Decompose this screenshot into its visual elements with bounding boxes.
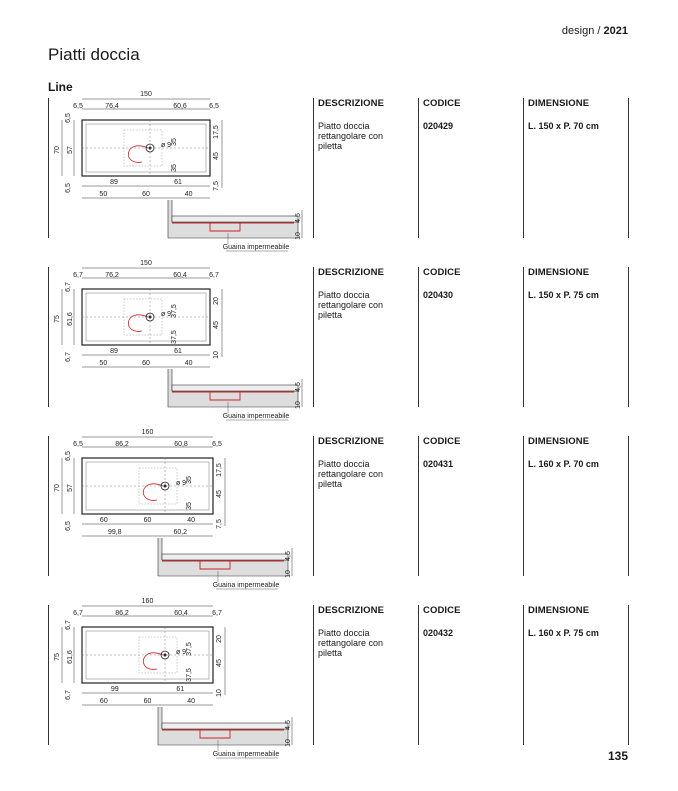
left-bottom-dimension: 6,7: [65, 352, 72, 362]
left-total-dimension: 70: [54, 146, 61, 154]
description-header: DESCRIZIONE: [318, 98, 385, 109]
description-column: [318, 267, 406, 320]
bottom-dimension: 40: [187, 698, 196, 705]
right-top-dimension: 17,5: [216, 463, 223, 477]
membrane-label: Guaina impermeabile: [212, 582, 280, 589]
top-right-dimension: 6,5: [209, 103, 219, 110]
tray-section: [162, 554, 288, 560]
top-a-dimension: 86,2: [115, 610, 129, 617]
outlet-diameter-label: ø 9: [160, 142, 172, 149]
dimension-column: [528, 436, 599, 469]
inner-bottom-dimension: 37,5: [186, 668, 193, 682]
tray-section: [162, 723, 288, 729]
technical-drawing: [48, 429, 313, 596]
column-divider: [628, 267, 629, 407]
bottom-dimension: 60: [143, 517, 152, 524]
right-top-dimension: 17,5: [213, 125, 220, 139]
base-dimension: 10: [285, 570, 292, 578]
height-dimension: 4,5: [295, 382, 302, 392]
bottom-dimension: 40: [184, 191, 193, 198]
width-dimension: 160: [141, 429, 154, 436]
right-mid-dimension: 45: [216, 659, 223, 667]
dimension-value: L. 160 x P. 70 cm: [528, 459, 599, 469]
technical-drawing: [48, 598, 313, 765]
left-total-dimension: 75: [54, 315, 61, 323]
top-b-dimension: 60,4: [173, 272, 187, 279]
code-header: CODICE: [423, 98, 461, 109]
width-dimension: 150: [140, 260, 152, 267]
bottom-dimension: 89: [110, 179, 118, 186]
column-divider: [418, 98, 419, 238]
right-mid-dimension: 45: [216, 490, 223, 498]
design-label: design /: [561, 25, 601, 37]
width-dimension: 160: [141, 598, 154, 605]
bottom-dimension: 50: [99, 191, 108, 198]
product-block: [48, 429, 630, 589]
membrane-label: Guaina impermeabile: [222, 413, 290, 420]
year: 2021: [603, 25, 628, 37]
column-divider: [418, 436, 419, 576]
left-bottom-dimension: 6,5: [65, 183, 72, 193]
right-bottom-dimension: 10: [216, 689, 223, 697]
left-bottom-dimension: 6,5: [65, 521, 72, 531]
left-mid-dimension: 57: [67, 146, 74, 154]
left-top-dimension: 6,7: [65, 282, 72, 292]
code-value: 020431: [423, 459, 454, 469]
membrane-label: Guaina impermeabile: [212, 751, 280, 758]
bottom-dimension: 60: [143, 698, 152, 705]
inner-bottom-dimension: 35: [171, 164, 178, 172]
column-divider: [628, 98, 629, 238]
top-b-dimension: 60,4: [174, 610, 188, 617]
bottom-dimension: 60: [142, 191, 150, 198]
column-divider: [313, 98, 314, 238]
top-right-dimension: 6,7: [212, 610, 222, 617]
right-bottom-dimension: 7,5: [213, 181, 220, 191]
bottom-dimension: 61: [176, 686, 185, 693]
top-right-dimension: 6,5: [212, 441, 222, 448]
bottom-dimension: 60: [99, 517, 108, 524]
top-b-dimension: 60,8: [174, 441, 188, 448]
inner-top-dimension: 37,5: [171, 304, 178, 318]
code-value: 020429: [423, 121, 454, 131]
height-dimension: 4,5: [295, 213, 302, 223]
height-dimension: 4,5: [285, 551, 292, 561]
bottom-dimension: 61: [174, 179, 182, 186]
page-title: Piatti doccia: [48, 45, 140, 64]
technical-drawing: [48, 91, 313, 258]
top-left-dimension: 6,7: [73, 272, 83, 279]
bottom-dimension: 40: [184, 360, 193, 367]
top-a-dimension: 86,2: [115, 441, 129, 448]
inner-top-dimension: 35: [171, 138, 178, 146]
width-dimension: 150: [140, 91, 152, 98]
code-value: 020430: [423, 290, 454, 300]
right-mid-dimension: 45: [213, 152, 220, 160]
code-column: [423, 98, 461, 131]
outlet-diameter-label: ø 9: [175, 480, 187, 487]
dimension-header: DIMENSIONE: [528, 267, 590, 278]
bottom-dimension: 50: [99, 360, 108, 367]
base-dimension: 10: [285, 739, 292, 747]
dimension-header: DIMENSIONE: [528, 98, 590, 109]
code-column: [423, 436, 461, 469]
right-mid-dimension: 45: [213, 321, 220, 329]
description-header: DESCRIZIONE: [318, 436, 385, 447]
code-column: [423, 267, 461, 300]
column-divider: [523, 605, 524, 745]
column-divider: [628, 605, 629, 745]
dimension-column: [528, 98, 599, 131]
bottom-dimension: 61: [174, 348, 182, 355]
column-divider: [628, 436, 629, 576]
section-title: Line: [48, 80, 73, 94]
left-mid-dimension: 61,6: [67, 312, 74, 326]
product-block: [48, 260, 630, 420]
description-value: Piatto doccia rettangolare con piletta: [318, 628, 384, 658]
description-value: Piatto doccia rettangolare con piletta: [318, 121, 384, 151]
header-design-year: [562, 25, 628, 37]
drain-pipe: [128, 315, 148, 332]
top-a-dimension: 76,2: [105, 272, 119, 279]
outlet-diameter-label: ø 9: [160, 311, 172, 318]
column-divider: [523, 436, 524, 576]
code-header: CODICE: [423, 436, 461, 447]
top-left-dimension: 6,5: [73, 103, 83, 110]
inner-top-dimension: 35: [186, 476, 193, 484]
technical-drawing: [48, 260, 313, 427]
description-column: [318, 605, 406, 658]
description-header: DESCRIZIONE: [318, 605, 385, 616]
base-dimension: 10: [295, 401, 302, 409]
code-column: [423, 605, 461, 638]
description-column: [318, 98, 406, 151]
description-value: Piatto doccia rettangolare con piletta: [318, 290, 384, 320]
description-column: [318, 436, 406, 489]
top-b-dimension: 60,6: [173, 103, 187, 110]
dimension-value: L. 160 x P. 75 cm: [528, 628, 599, 638]
top-a-dimension: 76,4: [105, 103, 119, 110]
left-total-dimension: 75: [54, 653, 61, 661]
code-header: CODICE: [423, 267, 461, 278]
left-bottom-dimension: 6,7: [65, 690, 72, 700]
tray-section: [172, 385, 298, 391]
left-total-dimension: 70: [54, 484, 61, 492]
top-left-dimension: 6,7: [73, 610, 83, 617]
column-divider: [418, 267, 419, 407]
left-top-dimension: 6,7: [65, 620, 72, 630]
bottom-dimension: 60: [142, 360, 150, 367]
bottom-dimension: 60,2: [173, 529, 188, 536]
column-divider: [523, 267, 524, 407]
left-mid-dimension: 57: [67, 484, 74, 492]
bottom-dimension: 40: [187, 517, 196, 524]
dimension-value: L. 150 x P. 75 cm: [528, 290, 599, 300]
right-top-dimension: 20: [216, 635, 223, 643]
column-divider: [523, 98, 524, 238]
dimension-value: L. 150 x P. 70 cm: [528, 121, 599, 131]
drain-pipe: [143, 653, 163, 670]
membrane-label: Guaina impermeabile: [222, 244, 290, 251]
dimension-column: [528, 605, 599, 638]
height-dimension: 4,5: [285, 720, 292, 730]
bottom-dimension: 60: [99, 698, 108, 705]
left-top-dimension: 6,5: [65, 113, 72, 123]
description-header: DESCRIZIONE: [318, 267, 385, 278]
right-bottom-dimension: 10: [213, 351, 220, 359]
drain-pipe: [143, 484, 163, 501]
column-divider: [313, 605, 314, 745]
code-header: CODICE: [423, 605, 461, 616]
outlet-diameter-label: ø 9: [175, 649, 187, 656]
left-mid-dimension: 61,6: [67, 650, 74, 664]
bottom-dimension: 99: [110, 686, 119, 693]
drain-pipe: [128, 146, 148, 163]
code-value: 020432: [423, 628, 454, 638]
dimension-header: DIMENSIONE: [528, 436, 590, 447]
bottom-dimension: 89: [110, 348, 118, 355]
right-top-dimension: 20: [213, 297, 220, 305]
column-divider: [313, 267, 314, 407]
top-left-dimension: 6,5: [73, 441, 83, 448]
base-dimension: 10: [295, 232, 302, 240]
left-top-dimension: 6,5: [65, 451, 72, 461]
dimension-header: DIMENSIONE: [528, 605, 590, 616]
inner-bottom-dimension: 37,5: [171, 330, 178, 344]
dimension-column: [528, 267, 599, 300]
tray-section: [172, 216, 298, 222]
right-bottom-dimension: 7,5: [216, 519, 223, 529]
column-divider: [418, 605, 419, 745]
page-number: 135: [607, 749, 628, 763]
inner-top-dimension: 37,5: [186, 642, 193, 656]
product-block: [48, 91, 630, 251]
description-value: Piatto doccia rettangolare con piletta: [318, 459, 384, 489]
top-right-dimension: 6,7: [209, 272, 219, 279]
column-divider: [313, 436, 314, 576]
bottom-dimension: 99,8: [107, 529, 122, 536]
inner-bottom-dimension: 35: [186, 502, 193, 510]
